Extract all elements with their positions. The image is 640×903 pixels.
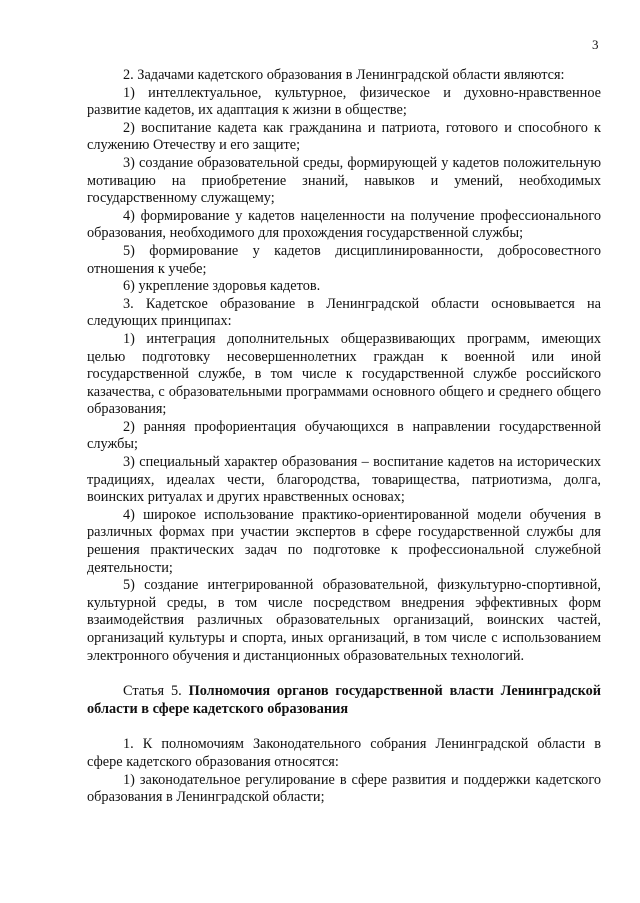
list-item: 3) создание образовательной среды, формирующей у кадетов положительную мотивацию на приобретение знаний, навыков и умений, необходимых государственному служащему; <box>87 154 601 207</box>
article-5-title <box>87 683 601 718</box>
page-number: 3 <box>592 37 599 52</box>
article-5-label: Статья 5. <box>123 683 182 700</box>
list-item: 2) воспитание кадета как гражданина и патриота, готового и способного к служению Отечеству и его защите; <box>87 119 601 154</box>
spacer <box>87 665 601 683</box>
list-item: 5) создание интегрированной образовательной, физкультурно-спортивной, культурной среды, в том числе посредством внедрения эффективных форм взаимодействия различных образовательных организаций, воинских частей, организаций культуры и спорта, иных организаций, в том числе с использованием электронного обучения и дистанционных образовательных технологий. <box>87 577 601 664</box>
article-5-paragraph-1-intro: 1. К полномочиям Законодательного собрания Ленинградской области в сфере кадетского образования относятся: <box>87 736 601 770</box>
list-item: 2) ранняя профориентация обучающихся в направлении государственной службы; <box>87 418 601 453</box>
list-item: 4) формирование у кадетов нацеленности на получение профессионального образования, необходимого для прохождения государственной службы; <box>87 207 601 242</box>
list-item: 1) законодательное регулирование в сфере развития и поддержки кадетского образования в Ленинградской области; <box>87 771 601 806</box>
list-item: 3) специальный характер образования – воспитание кадетов на исторических традициях, идеалах чести, благородства, товарищества, патриотизма, долга, воинских ритуалах и других нравственных основах; <box>87 454 601 506</box>
list-item: 6) укрепление здоровья кадетов. <box>123 278 321 295</box>
list-item: 4) широкое использование практико-ориентированной модели обучения в различных формах при участии экспертов в сфере государственной службы для решения практических задач по подготовке к профессиональной служебной деятельности; <box>87 506 601 576</box>
spacer <box>87 718 601 736</box>
list-item: 5) формирование у кадетов дисциплинированности, добросовестного отношения к учебе; <box>87 242 601 277</box>
list-item: 1) интеграция дополнительных общеразвивающих программ, имеющих целью подготовку несовершеннолетних граждан к военной или иной государственной службе, в том числе к государственной службе российского казачества, с образовательными программами основного общего и среднего общего образования; <box>87 330 601 418</box>
paragraph-3-intro: 3. Кадетское образование в Ленинградской области основывается на следующих принципах: <box>87 295 601 330</box>
article-5-heading: Полномочия органов государственной власти Ленинградской области в сфере кадетского образования <box>87 683 602 717</box>
document-body <box>87 67 601 807</box>
paragraph-2-intro: 2. Задачами кадетского образования в Ленинградской области являются: <box>123 67 565 83</box>
list-item: 1) интеллектуальное, культурное, физическое и духовно-нравственное развитие кадетов, их адаптация к жизни в обществе; <box>87 84 601 119</box>
